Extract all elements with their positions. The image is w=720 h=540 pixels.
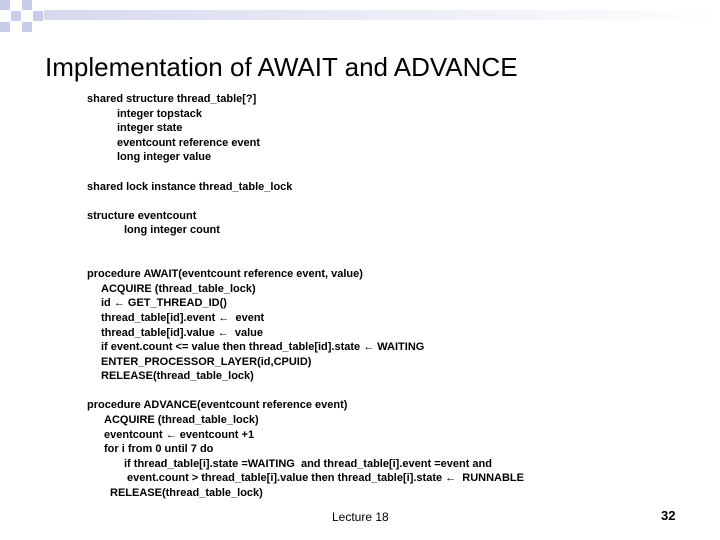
code-gap — [87, 165, 524, 180]
code-line: shared lock instance thread_table_lock — [87, 180, 293, 193]
code-gap — [87, 253, 524, 268]
code-line: long integer count — [124, 224, 220, 237]
code-line: RELEASE(thread_table_lock) — [101, 370, 254, 383]
code-line: procedure AWAIT(eventcount reference event, value) — [87, 268, 363, 281]
code-line: integer state — [117, 122, 183, 135]
code-line: ACQUIRE (thread_table_lock) — [101, 282, 256, 295]
page-number: 32 — [661, 508, 676, 523]
code-line: eventcount ← eventcount +1 — [104, 428, 255, 441]
code-gap — [87, 384, 524, 399]
code-line: shared structure thread_table[?] — [87, 93, 257, 105]
code-line: for i from 0 until 7 do — [104, 443, 214, 456]
code-line: structure eventcount — [87, 209, 197, 222]
code-line: if thread_table[i].state =WAITING and thread_table[i].event =event and — [124, 457, 492, 470]
slide-title: Implementation of AWAIT and ADVANCE — [45, 52, 518, 82]
code-line: eventcount reference event — [117, 136, 261, 149]
code-line: thread_table[id].value ← value — [101, 326, 263, 339]
code-line: id ← GET_THREAD_ID() — [101, 297, 227, 310]
code-line: ENTER_PROCESSOR_LAYER(id,CPUID) — [101, 355, 312, 368]
code-block — [87, 92, 524, 501]
code-line: integer topstack — [117, 107, 202, 120]
code-gap — [87, 194, 524, 209]
code-line: event.count > thread_table[i].value then thread_table[i].state ← RUNNABLE — [127, 472, 524, 485]
code-line: long integer value — [117, 151, 212, 164]
code-gap — [87, 238, 524, 253]
header-bar — [44, 10, 720, 20]
code-line: if event.count <= value then thread_table[id].state ← WAITING — [101, 341, 425, 354]
code-line: thread_table[id].event ← event — [101, 311, 265, 324]
code-line: RELEASE(thread_table_lock) — [110, 487, 263, 500]
footer-text: Lecture 18 — [332, 510, 389, 524]
code-line: ACQUIRE (thread_table_lock) — [104, 414, 259, 427]
code-line: procedure ADVANCE(eventcount reference event) — [87, 399, 348, 412]
corner-decoration — [0, 0, 140, 60]
